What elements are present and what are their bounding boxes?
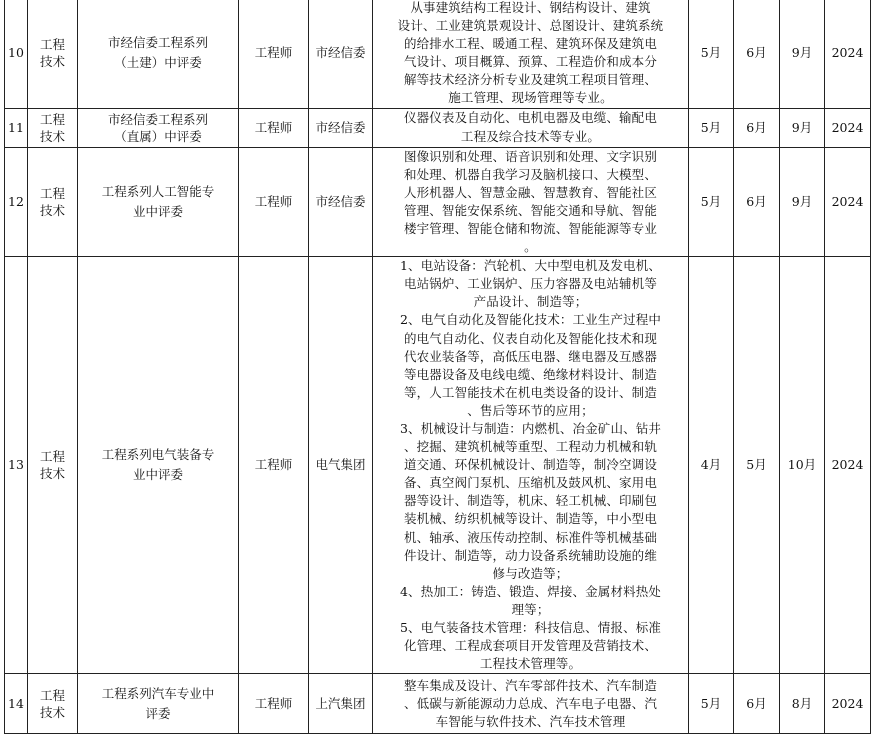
scope-line: 产品设计、制造等； xyxy=(473,294,588,310)
committee-line: 业中评委 xyxy=(132,203,183,219)
scope-line: 工程技术管理等。 xyxy=(479,656,582,672)
category-line: 工程 xyxy=(39,687,65,703)
scope-line: 4、热加工：铸造、锻造、焊接、金属材料热处 xyxy=(399,583,662,599)
scope-line: 、低碳与新能源动力总成、汽车电子电器、汽 xyxy=(403,695,657,711)
category-cell xyxy=(28,147,78,257)
row-number: 11 xyxy=(5,108,28,147)
scope-line: 从事建筑结构工程设计、钢结构设计、建筑 xyxy=(410,0,651,15)
month-cell-3: 8月 xyxy=(780,674,825,734)
category-cell xyxy=(28,108,78,147)
category-line: 技术 xyxy=(39,202,65,218)
scope-line: 2、电气自动化及智能化技术：工业生产过程中 xyxy=(399,312,662,328)
scope-line: 、挖掘、建筑机械等重型、工程动力机械和轨 xyxy=(403,439,657,455)
scope-cell xyxy=(373,257,689,674)
year-cell: 2024 xyxy=(825,108,871,147)
committee-cell xyxy=(78,257,239,674)
scope-line: 图像识别和处理、语音识别和处理、文字识别 xyxy=(403,148,657,164)
scope-line: 3、机械设计与制造：内燃机、冶金矿山、钻井 xyxy=(399,420,662,436)
title-cell: 工程师 xyxy=(239,0,309,108)
committee-cell xyxy=(78,147,239,257)
scope-line: 1、电站设备：汽轮机、大中型电机及发电机、 xyxy=(399,258,662,274)
scope-line: 机、轴承、液压传动控制、标准件等机械基础 xyxy=(403,529,657,545)
scope-line: 仪器仪表及自动化、电机电器及电缆、输配电 xyxy=(403,110,657,126)
committee-line: （直属）中评委 xyxy=(114,128,202,144)
scope-line: 的电气自动化、仪表自动化及智能化技术和现 xyxy=(403,330,657,346)
title-cell: 工程师 xyxy=(239,257,309,674)
month-cell-1: 4月 xyxy=(689,257,734,674)
scope-line: 电站锅炉、工业锅炉、压力容器及电站辅机等 xyxy=(403,276,657,292)
committee-cell xyxy=(78,674,239,734)
month-cell-3: 9月 xyxy=(780,108,825,147)
row-number: 10 xyxy=(5,0,28,108)
category-line: 工程 xyxy=(39,37,65,53)
row-number: 13 xyxy=(5,257,28,674)
committee-line: 评委 xyxy=(145,705,171,721)
category-cell xyxy=(28,0,78,108)
title-cell: 工程师 xyxy=(239,108,309,147)
scope-line: 的给排水工程、暖通工程、建筑环保及建筑电 xyxy=(403,36,657,52)
organization-cell: 上汽集团 xyxy=(309,674,373,734)
scope-line: 气设计、项目概算、预算、工程造价和成本分 xyxy=(403,54,657,70)
committee-line: 市经信委工程系列 xyxy=(107,35,208,51)
scope-line: 楼宇管理、智能仓储和物流、智能能源等专业 xyxy=(403,220,657,236)
committee-line: 工程系列电气装备专 xyxy=(101,447,215,463)
organization-cell: 市经信委 xyxy=(309,108,373,147)
scope-line: 装机械、纺织机械等设计、制造等，中小型电 xyxy=(403,511,657,527)
scope-line: 道交通、环保机械设计、制造等，制冷空调设 xyxy=(403,457,657,473)
scope-line: 。 xyxy=(524,239,537,255)
year-cell: 2024 xyxy=(825,257,871,674)
category-line: 工程 xyxy=(39,111,65,127)
month-cell-3: 9月 xyxy=(780,147,825,257)
scope-line: 管理、智能安保系统、智能交通和导航、智能 xyxy=(403,202,657,218)
month-cell-1: 5月 xyxy=(689,674,734,734)
month-cell-3: 9月 xyxy=(780,0,825,108)
title-cell: 工程师 xyxy=(239,147,309,257)
scope-line: 器等设计、制造等，机床、轻工机械、印刷包 xyxy=(403,493,657,509)
scope-cell xyxy=(373,0,689,108)
row-number: 14 xyxy=(5,674,28,734)
month-cell-2: 6月 xyxy=(734,0,780,108)
committee-line: 市经信委工程系列 xyxy=(107,111,208,127)
month-cell-1: 5月 xyxy=(689,108,734,147)
scope-line: 设计、工业建筑景观设计、总图设计、建筑系统 xyxy=(397,18,664,34)
scope-line: 化管理、工程成套项目开发管理及营销技术、 xyxy=(403,638,657,654)
organization-cell: 市经信委 xyxy=(309,147,373,257)
month-cell-2: 6月 xyxy=(734,674,780,734)
category-cell xyxy=(28,674,78,734)
table-row xyxy=(5,0,871,108)
scope-line: 整车集成及设计、汽车零部件技术、汽车制造 xyxy=(403,677,657,693)
committee-line: 工程系列汽车专业中 xyxy=(101,685,215,701)
scope-line: 理等； xyxy=(511,601,550,617)
year-cell: 2024 xyxy=(825,0,871,108)
scope-line: 修与改造等； xyxy=(492,565,569,581)
committee-cell xyxy=(78,0,239,108)
scope-cell xyxy=(373,147,689,257)
scope-line: 件设计、制造等，动力设备系统辅助设施的维 xyxy=(403,547,657,563)
organization-cell: 电气集团 xyxy=(309,257,373,674)
committee-line: 业中评委 xyxy=(132,467,183,483)
month-cell-3: 10月 xyxy=(780,257,825,674)
year-cell: 2024 xyxy=(825,674,871,734)
scope-line: 车智能与软件技术、汽车技术管理 xyxy=(435,713,626,729)
organization-cell: 市经信委 xyxy=(309,0,373,108)
row-number: 12 xyxy=(5,147,28,257)
month-cell-1: 5月 xyxy=(689,147,734,257)
scope-line: 工程及综合技术等专业。 xyxy=(460,128,601,144)
category-cell xyxy=(28,257,78,674)
table-row xyxy=(5,108,871,147)
scope-line: 解等技术经济分析专业及建筑工程项目管理、 xyxy=(403,72,657,88)
category-line: 技术 xyxy=(39,704,65,720)
table-row xyxy=(5,257,871,674)
scope-line: 等，人工智能技术在机电类设备的设计、制造 xyxy=(403,384,657,400)
scope-line: 、售后等环节的应用； xyxy=(467,402,594,418)
title-cell: 工程师 xyxy=(239,674,309,734)
month-cell-2: 6月 xyxy=(734,147,780,257)
scope-line: 和处理、机器自我学习及脑机接口、大模型、 xyxy=(403,166,657,182)
month-cell-2: 6月 xyxy=(734,108,780,147)
evaluation-schedule-table xyxy=(4,0,871,734)
scope-cell xyxy=(373,674,689,734)
scope-line: 备、真空阀门泵机、压缩机及鼓风机、家用电 xyxy=(403,475,657,491)
category-line: 工程 xyxy=(39,449,65,465)
committee-cell xyxy=(78,108,239,147)
category-line: 技术 xyxy=(39,466,65,482)
scope-line: 施工管理、现场管理等专业。 xyxy=(448,90,613,106)
committee-line: （土建）中评委 xyxy=(114,55,202,71)
scope-line: 代农业装备等，高低压电器、继电器及互感器 xyxy=(403,348,657,364)
table-row xyxy=(5,674,871,734)
scope-line: 等电器设备及电线电缆、绝缘材料设计、制造 xyxy=(403,366,657,382)
scope-line: 5、电气装备技术管理：科技信息、情报、标准 xyxy=(399,620,662,635)
month-cell-2: 5月 xyxy=(734,257,780,674)
month-cell-1: 5月 xyxy=(689,0,734,108)
year-cell: 2024 xyxy=(825,147,871,257)
category-line: 技术 xyxy=(39,128,65,144)
scope-line: 人形机器人、智慧金融、智慧教育、智能社区 xyxy=(403,184,657,200)
table-row xyxy=(5,147,871,257)
category-line: 工程 xyxy=(39,185,65,201)
scope-cell xyxy=(373,108,689,147)
committee-line: 工程系列人工智能专 xyxy=(101,183,215,199)
category-line: 技术 xyxy=(39,54,65,70)
